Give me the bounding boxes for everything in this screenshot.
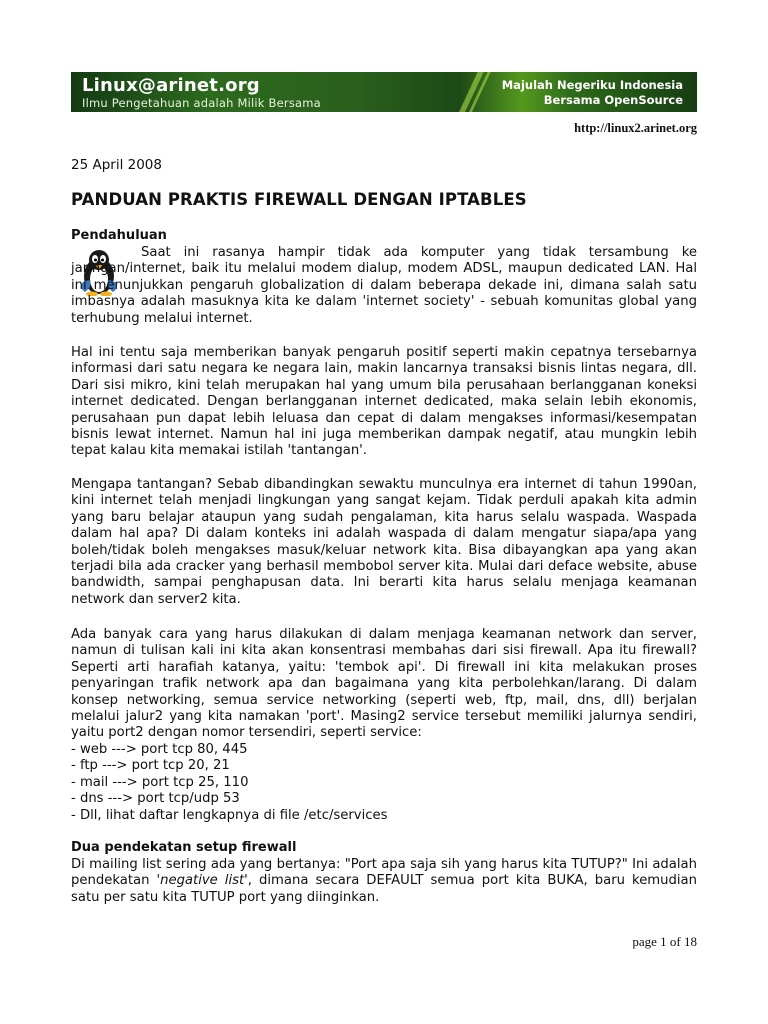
site-title: Linux@arinet.org (82, 75, 260, 96)
paragraph-3: Mengapa tantangan? Sebab dibandingkan sewaktu munculnya era internet di tahun 1990an, kini internet telah menjadi lingkungan yang sangat kejam. Tidak perduli apakah kita admin yang baru belajar ataupun yang sudah pengalaman, kita harus selalu waspada. Waspada dalam hal apa? Di dalam konteks ini adalah waspada di dalam mengatur siapa/apa yang boleh/tidak boleh mengakses masuk/keluar network kita. Bisa dibayangkan apa yang akan terjadi bila ada cracker yang berhasil membobol server kita. Mulai dari deface website, abuse bandwidth, sampai penghapusan data. Ini berarti kita harus selalu menjaga keamanan network dan server2 kita. (71, 477, 697, 607)
paragraph-5-text-b: ', dimana secara DEFAULT semua port kita BUKA, baru kemudian satu per satu kita TUTUP port yang diinginkan. (71, 873, 697, 905)
paragraph-5-text-a: Di mailing list sering ada yang bertanya: "Port apa saja sih yang harus kita TUTUP?" Ini adalah pendekatan ' (71, 857, 697, 889)
intro-paragraph-text: Saat ini rasanya hampir tidak ada komputer yang tidak tersambung ke jaringan/internet, baik itu melalui modem dialup, modem ADSL, maupun dedicated LAN. Hal ini menunjukkan pengaruh globalization di dalam beberapa dekade ini, dimana salah satu imbasnya adalah masuknya kita ke dalam 'internet society' - sebuah komunitas global yang terhubung melalui internet. (71, 245, 697, 326)
slogan-line-2: Bersama OpenSource (543, 93, 683, 107)
page-number: page 1 of 18 (632, 934, 697, 949)
paragraph-5-italic: negative list (160, 873, 245, 889)
banner-stripe (450, 72, 489, 112)
list-item: - mail ---> port tcp 25, 110 (71, 774, 249, 790)
slogan-line-1: Majulah Negeriku Indonesia (501, 78, 683, 92)
section-heading-pendahuluan: Pendahuluan (71, 228, 167, 243)
paragraph-2: Hal ini tentu saja memberikan banyak pengaruh positif seperti makin cepatnya tersebarnya informasi dari satu negara ke negara lain, makin lancarnya transaksi bisnis lintas negara, dll. Dari sisi mikro, kini telah merupakan hal yang umum bila perusahaan berlangganan koneksi internet dedicated. Dengan berlangganan internet dedicated, maka selain lebih ekonomis, perusahaan pun dapat lebih leluasa dan cepat di dalam mengakses informasi/kesempatan bisnis lewat internet. Namun hal ini juga memberikan dampak negatif, atau mungkin lebih tepat kalau kita memakai istilah 'tantangan'. (71, 345, 697, 459)
site-slogan (502, 78, 683, 108)
site-tagline: Ilmu Pengetahuan adalah Milik Bersama (82, 96, 321, 110)
list-item: - ftp ---> port tcp 20, 21 (71, 758, 230, 774)
port-list (71, 742, 388, 824)
site-banner (71, 72, 697, 112)
paragraph-5 (71, 857, 697, 906)
list-item: - dns ---> port tcp/udp 53 (71, 791, 240, 807)
paragraph-4: Ada banyak cara yang harus dilakukan di dalam menjaga keamanan network dan server, namun di tulisan kali ini kita akan konsentrasi membahas dari sisi firewall. Apa itu firewall? Seperti arti harafiah katanya, yaitu: 'tembok api'. Di firewall ini kita melakukan proses penyaringan trafik network apa dan bagaimana yang kita perbolehkan/larang. Di dalam konsep networking, semua service networking (seperti web, ftp, mail, dns, dll) berjalan melalui jalur2 yang kita namakan 'port'. Masing2 service tersebut memiliki jalurnya sendiri, yaitu port2 dengan nomor tersendiri, seperti service: (71, 627, 697, 741)
section-heading-setup: Dua pendekatan setup firewall (71, 840, 297, 855)
document-title: PANDUAN PRAKTIS FIREWALL DENGAN IPTABLES (71, 190, 527, 209)
list-item: - Dll, lihat daftar lengkapnya di file /etc/services (71, 807, 388, 823)
list-item: - web ---> port tcp 80, 445 (71, 742, 248, 757)
site-url: http://linux2.arinet.org (574, 121, 697, 135)
intro-paragraph (71, 245, 697, 327)
document-date: 25 April 2008 (71, 157, 162, 173)
